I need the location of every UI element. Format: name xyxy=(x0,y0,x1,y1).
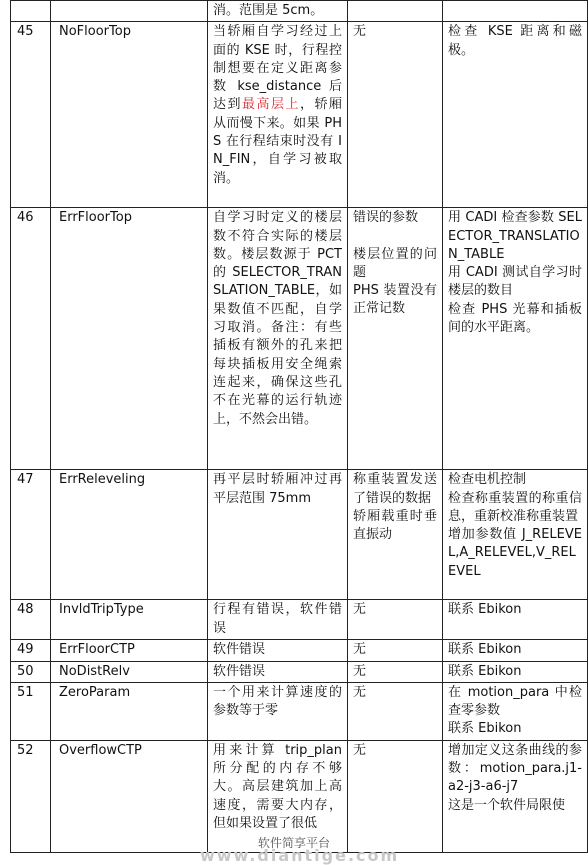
highlighted-text: 最高层上 xyxy=(242,97,300,113)
row-number: 45 xyxy=(11,22,51,208)
error-name: ErrFloorTop xyxy=(51,208,208,470)
row-number: 46 xyxy=(11,208,51,470)
error-description: 行程有错误，软件错误 xyxy=(208,600,348,640)
error-cause: 无 xyxy=(348,682,443,740)
error-description: 再平层时轿厢冲过再平层范围 75mm xyxy=(208,470,348,600)
error-name: ErrFloorCTP xyxy=(51,640,208,661)
table-row xyxy=(11,22,588,208)
error-cause: 错误的参数 楼层位置的问题 PHS 装置没有正常记数 xyxy=(348,208,443,470)
table-row xyxy=(11,661,588,682)
error-description: 软件错误 xyxy=(208,661,348,682)
row-number: 49 xyxy=(11,640,51,661)
error-action: 联系 Ebikon xyxy=(443,661,588,682)
error-action: 检查 KSE 距离和磁极。 xyxy=(443,22,588,208)
error-cause xyxy=(348,1,443,22)
watermark-site: www.diantige.com xyxy=(200,846,400,865)
error-description: 当轿厢自学习经过上面的 KSE 时，行程控制想要在定义距离参数 kse_distance 后达到最高层上，轿厢从而慢下来。如果 PHS 在行程结束时没有 IN_FIN，自学习被取消。 xyxy=(208,22,348,208)
error-cause: 无 xyxy=(348,640,443,661)
table-row xyxy=(11,682,588,740)
error-cause: 无 xyxy=(348,22,443,208)
error-name: ErrReleveling xyxy=(51,470,208,600)
error-cause: 称重装置发送了错误的数据 轿厢载重时垂直振动 xyxy=(348,470,443,600)
error-action: 用 CADI 检查参数 SELECTOR_TRANSLATION_TABLE 用 CADI 测试自学习时楼层的数目 检查 PHS 光幕和插板间的水平距离。 xyxy=(443,208,588,470)
row-number: 48 xyxy=(11,600,51,640)
error-cause: 无 xyxy=(348,600,443,640)
error-name: ZeroParam xyxy=(51,682,208,740)
error-description: 用来计算 trip_plan 所分配的内存不够大。高层建筑加上高速度，需要大内存，但如果设置了很低 xyxy=(208,740,348,852)
row-number: 47 xyxy=(11,470,51,600)
table-row xyxy=(11,1,588,22)
watermark-text: 软件简享平台 xyxy=(258,836,331,850)
error-action: 联系 Ebikon xyxy=(443,600,588,640)
error-description: 软件错误 xyxy=(208,640,348,661)
error-cause: 无 xyxy=(348,661,443,682)
error-description: 自学习时定义的楼层数不符合实际的楼层数。楼层数源于 PCT 的 SELECTOR_TRANSLATION_TABLE，如果数值不匹配，自学习取消。备注：有些插板有额外的孔来把每块插板用安全绳索连起来，确保这些孔不在光幕的运行轨迹上，不然会出错。 xyxy=(208,208,348,470)
error-name xyxy=(51,1,208,22)
error-action: 在 motion_para 中检查零参数 联系 Ebikon xyxy=(443,682,588,740)
row-number xyxy=(11,1,51,22)
table-row xyxy=(11,640,588,661)
row-number: 52 xyxy=(11,740,51,852)
error-action: 检查电机控制 检查称重装置的称重信息，重新校准称重装置 增加参数值 J_RELEVEL,A_RELEVEL,V_RELEVEL xyxy=(443,470,588,600)
error-action: 增加定义这条曲线的参数：motion_para.j1-a2-j3-a6-j7 这是一个软件局限使 xyxy=(443,740,588,852)
table-row xyxy=(11,600,588,640)
row-number: 50 xyxy=(11,661,51,682)
error-description: 一个用来计算速度的参数等于零 xyxy=(208,682,348,740)
table-row xyxy=(11,470,588,600)
error-action: 联系 Ebikon xyxy=(443,640,588,661)
error-name: NoFloorTop xyxy=(51,22,208,208)
error-name: OverflowCTP xyxy=(51,740,208,852)
error-description: 消。范围是 5cm。 xyxy=(208,1,348,22)
error-name: InvldTripType xyxy=(51,600,208,640)
error-name: NoDistRelv xyxy=(51,661,208,682)
table-row xyxy=(11,208,588,470)
error-cause: 无 xyxy=(348,740,443,852)
row-number: 51 xyxy=(11,682,51,740)
error-action xyxy=(443,1,588,22)
error-code-table xyxy=(10,0,588,853)
